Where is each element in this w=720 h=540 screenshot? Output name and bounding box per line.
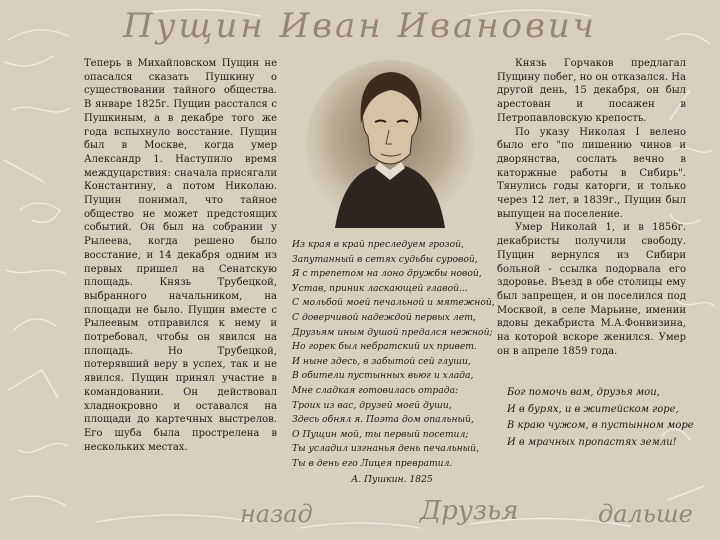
- friends-link[interactable]: Друзья: [420, 496, 519, 526]
- right-paragraph-1: Князь Горчаков предлагал Пущину побег, но он отказался. На другой день, 15 декабря, он был арестован и посажен в Петропавловскую крепость.: [497, 58, 686, 124]
- right-paragraph-3: Умер Николай 1, и в 1856г. декабристы получили свободу. Пущин вернулся из Сибири больной - ссылка подорвала его здоровье. Въезд в обе столицы ему был запрещен, и он поселился под Москвой, в селе Марьине, имении вдовы декабриста М.А.Фонвизина, на которой вскоре женился. Умер он в апреле 1859 года.: [497, 222, 686, 357]
- poem-line: О Пущин мой, ты первый посетил;: [292, 428, 469, 440]
- pushchin-verse: [507, 385, 697, 451]
- poem-line: Здесь обнял я. Поэта дом опальный,: [292, 414, 474, 426]
- poem-line: Друзьям иным душой предался нежной;: [292, 326, 493, 338]
- poem-line: Ты в день его Лицея превратил.: [292, 457, 453, 469]
- poem-line: Устав, приник ласкающей главой...: [292, 282, 468, 294]
- left-paragraph: Теперь в Михайловском Пущин не опасался сказать Пушкину о существовании тайного общества. В январе 1825г. Пущин расстался с Пушкиным, а в декабре того же года вспыхнуло восстание. Пущин был в Москве, когда умер Александр 1. Наступило время междуцарствия: сначала присягали Константину, а потом Николаю. Пущин понимал, что тайное общество не может предстоящих событий. Он был на собрании у Рылеева, когда решено было восстание, и 14 декабря одним из первых пришел на Сенатскую площадь. Князь Трубецкой, выбранного начальником, на площади не было. Пущин вместе с Рылеевым отправился к нему и потребовал, чтобы он явился на площадь. Но Трубецкой, потерявший веру в успех, так и не явился. Пущин принял участие в командовании. Он действовал хладнокровно и оставался на площади до картечных выстрелов. Его шуба была прострелена в нескольких местах.: [84, 58, 277, 453]
- verse-line: В краю чужом, в пустынном море: [507, 420, 694, 431]
- back-link[interactable]: назад: [240, 500, 313, 528]
- verse-line: И в мрачных пропастях земли!: [507, 436, 677, 448]
- poem-line: Ты усладил изгнанья день печальный,: [292, 443, 480, 455]
- right-paragraph-2: По указу Николая I велено было его "по лишению чинов и дворянства, сослать вечно в каторжные работы в Сибирь". Тянулись годы каторги, и только через 12 лет, в 1839г., Пущин был выпущен на поселение.: [497, 126, 686, 220]
- pushchin-portrait: [305, 60, 475, 228]
- poem-line: И ныне здесь, в забытой сей глуши,: [292, 355, 471, 367]
- poem-line: С доверчивой надеждой первых лет,: [292, 311, 476, 323]
- poem-line: В обители пустынных вьюг и хлада,: [292, 370, 474, 382]
- next-link[interactable]: дальше: [598, 500, 693, 528]
- pushkin-poem: [292, 238, 495, 487]
- left-text-column: [84, 57, 277, 454]
- poem-signature: А. Пушкин. 1825: [351, 473, 433, 485]
- poem-line: Я с трепетом на лоно дружбы новой,: [292, 268, 482, 280]
- poem-line: Из края в край преследуем грозой,: [292, 239, 464, 250]
- verse-line: И в бурях, и в житейском горе,: [507, 403, 679, 415]
- right-text-column: [497, 57, 686, 358]
- page-title: Пущин Иван Иванович: [123, 6, 597, 46]
- poem-line: Троих из вас, друзей моей души,: [292, 399, 452, 411]
- poem-line: Запутанный в сетях судьбы суровой,: [292, 253, 478, 265]
- poem-line: С мольбой моей печальной и мятежной,: [292, 297, 495, 309]
- poem-line: Но горек был небратский их привет.: [292, 341, 477, 353]
- verse-line: Бог помочь вам, друзья мои,: [507, 387, 660, 398]
- poem-line: Мне сладкая готовилась отрада:: [292, 384, 459, 396]
